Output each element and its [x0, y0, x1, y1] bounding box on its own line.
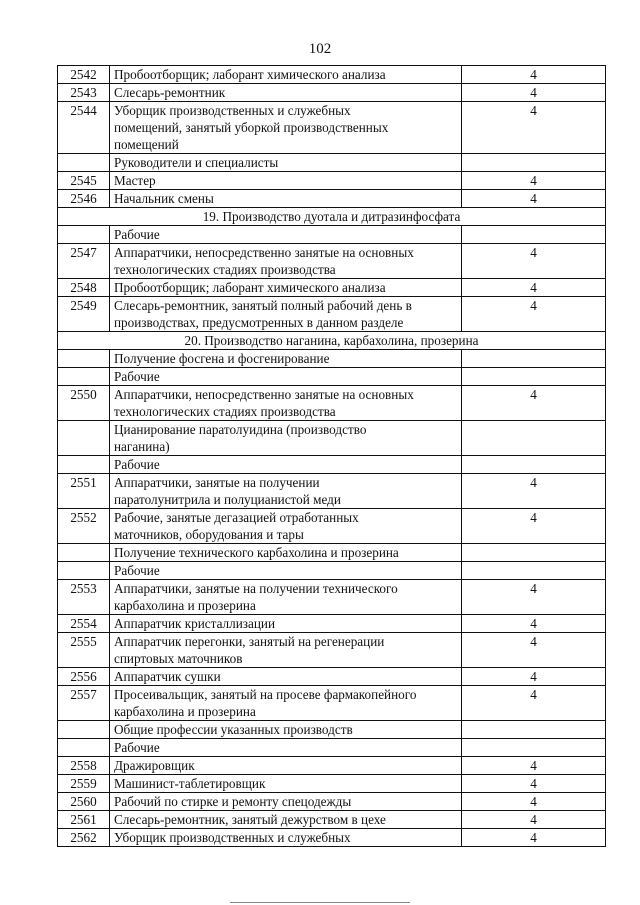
row-value: 4: [462, 474, 606, 509]
subheading-label: [110, 368, 462, 386]
table-row: [58, 793, 606, 811]
text-line: карбахолина и прозерина: [114, 704, 256, 719]
text-line: Уборщик производственных и служебных: [114, 103, 351, 118]
subheading-label: [110, 350, 462, 368]
text-line: Рабочие: [114, 227, 160, 242]
text-line: Пробоотборщик; лаборант химического анализа: [114, 67, 386, 82]
table-row: [58, 102, 606, 154]
row-number: [58, 154, 110, 172]
text-line: Рабочие: [114, 740, 160, 755]
table-row: [58, 829, 606, 847]
text-line: Слесарь-ремонтник, занятый полный рабочий день в: [114, 298, 412, 313]
row-value: 4: [462, 580, 606, 615]
profession-name: [110, 509, 462, 544]
text-line: Дражировщик: [114, 758, 195, 773]
row-number: 2552: [58, 509, 110, 544]
profession-name: [110, 668, 462, 686]
text-line: Рабочие: [114, 369, 160, 384]
row-value: [462, 421, 606, 456]
text-line: Аппаратчик кристаллизации: [114, 616, 276, 631]
row-number: 2560: [58, 793, 110, 811]
subheading-row: [58, 721, 606, 739]
text-line: Получение технического карбахолина и прозерина: [114, 545, 399, 560]
row-number: 2544: [58, 102, 110, 154]
text-line: карбахолина и прозерина: [114, 598, 256, 613]
row-value: 4: [462, 633, 606, 668]
text-line: Получение фосгена и фосгенирование: [114, 351, 330, 366]
page-edge-line: [230, 902, 410, 903]
text-line: Рабочие, занятые дегазацией отработанных: [114, 510, 359, 525]
row-value: 4: [462, 386, 606, 421]
row-number: [58, 721, 110, 739]
text-line: спиртовых маточников: [114, 651, 243, 666]
row-value: 4: [462, 668, 606, 686]
subheading-label: [110, 226, 462, 244]
row-value: 4: [462, 190, 606, 208]
text-line: Руководители и специалисты: [114, 155, 279, 170]
row-number: 2550: [58, 386, 110, 421]
section-heading-row: [58, 332, 606, 350]
page-number: 102: [308, 41, 332, 57]
subheading-row: [58, 544, 606, 562]
table-row: [58, 686, 606, 721]
row-value: 4: [462, 172, 606, 190]
text-line: Машинист-таблетировщик: [114, 776, 266, 791]
row-value: [462, 456, 606, 474]
row-value: 4: [462, 615, 606, 633]
row-number: 2558: [58, 757, 110, 775]
text-line: Слесарь-ремонтник, занятый дежурством в цехе: [114, 812, 386, 827]
row-number: 2561: [58, 811, 110, 829]
table-row: [58, 297, 606, 332]
row-value: 4: [462, 244, 606, 279]
text-line: паратолунитрила и полуцианистой меди: [114, 492, 341, 507]
table-row: [58, 386, 606, 421]
row-number: 2559: [58, 775, 110, 793]
table-row: [58, 633, 606, 668]
row-number: 2553: [58, 580, 110, 615]
text-line: производствах, предусмотренных в данном разделе: [114, 315, 404, 330]
subheading-label: [110, 721, 462, 739]
row-value: [462, 544, 606, 562]
row-number: 2562: [58, 829, 110, 847]
profession-name: [110, 633, 462, 668]
text-line: технологических стадиях производства: [114, 262, 336, 277]
row-number: 2551: [58, 474, 110, 509]
subheading-row: [58, 421, 606, 456]
row-value: 4: [462, 102, 606, 154]
table-row: [58, 509, 606, 544]
profession-name: [110, 580, 462, 615]
text-line: Цианирование паратолуидина (производство: [114, 422, 367, 437]
row-number: 2557: [58, 686, 110, 721]
subheading-row: [58, 154, 606, 172]
text-line: Уборщик производственных и служебных: [114, 830, 351, 845]
table-row: [58, 668, 606, 686]
subheading-row: [58, 562, 606, 580]
profession-name: [110, 686, 462, 721]
table-row: [58, 66, 606, 84]
text-line: Общие профессии указанных производств: [114, 722, 353, 737]
subheading-label: [110, 739, 462, 757]
row-number: [58, 562, 110, 580]
text-line: Рабочие: [114, 457, 160, 472]
profession-name: [110, 829, 462, 847]
subheading-row: [58, 226, 606, 244]
profession-name: [110, 190, 462, 208]
text-line: Аппаратчики, занятые на получении технического: [114, 581, 398, 596]
table-body: [58, 66, 606, 847]
table-row: [58, 190, 606, 208]
row-number: 2545: [58, 172, 110, 190]
row-value: 4: [462, 84, 606, 102]
row-value: 4: [462, 811, 606, 829]
profession-name: [110, 811, 462, 829]
subheading-row: [58, 456, 606, 474]
subheading-row: [58, 368, 606, 386]
subheading-label: [110, 544, 462, 562]
table-row: [58, 172, 606, 190]
section-title: 19. Производство дуотала и дитразинфосфата: [58, 208, 606, 226]
row-number: [58, 350, 110, 368]
row-value: 4: [462, 279, 606, 297]
row-number: 2547: [58, 244, 110, 279]
row-value: [462, 739, 606, 757]
row-value: [462, 226, 606, 244]
section-heading-row: [58, 208, 606, 226]
row-number: 2549: [58, 297, 110, 332]
text-line: Рабочие: [114, 563, 160, 578]
professions-table: [57, 65, 606, 847]
row-value: 4: [462, 757, 606, 775]
table-row: [58, 580, 606, 615]
row-value: [462, 154, 606, 172]
text-line: Слесарь-ремонтник: [114, 85, 226, 100]
text-line: Пробоотборщик; лаборант химического анализа: [114, 280, 386, 295]
table-row: [58, 84, 606, 102]
row-value: 4: [462, 793, 606, 811]
subheading-row: [58, 350, 606, 368]
table-row: [58, 244, 606, 279]
row-number: [58, 739, 110, 757]
profession-name: [110, 172, 462, 190]
row-number: [58, 421, 110, 456]
row-number: 2542: [58, 66, 110, 84]
profession-name: [110, 279, 462, 297]
row-value: 4: [462, 66, 606, 84]
row-value: 4: [462, 686, 606, 721]
profession-name: [110, 775, 462, 793]
profession-name: [110, 386, 462, 421]
text-line: наганина): [114, 439, 170, 454]
text-line: технологических стадиях производства: [114, 404, 336, 419]
row-value: 4: [462, 829, 606, 847]
row-number: 2555: [58, 633, 110, 668]
row-number: 2543: [58, 84, 110, 102]
section-title: 20. Производство наганина, карбахолина, прозерина: [58, 332, 606, 350]
row-value: [462, 350, 606, 368]
row-number: [58, 368, 110, 386]
row-value: 4: [462, 297, 606, 332]
row-number: 2546: [58, 190, 110, 208]
text-line: Аппаратчик перегонки, занятый на регенерации: [114, 634, 385, 649]
text-line: помещений, занятый уборкой производственных: [114, 120, 389, 135]
profession-name: [110, 757, 462, 775]
row-number: 2554: [58, 615, 110, 633]
row-number: [58, 544, 110, 562]
text-line: Аппаратчики, занятые на получении: [114, 475, 320, 490]
text-line: Рабочий по стирке и ремонту спецодежды: [114, 794, 352, 809]
text-line: помещений: [114, 137, 179, 152]
subheading-label: [110, 154, 462, 172]
row-number: [58, 226, 110, 244]
subheading-label: [110, 421, 462, 456]
subheading-row: [58, 739, 606, 757]
profession-name: [110, 84, 462, 102]
text-line: Мастер: [114, 173, 156, 188]
table-row: [58, 615, 606, 633]
subheading-label: [110, 562, 462, 580]
text-line: Аппаратчик сушки: [114, 669, 221, 684]
row-value: [462, 562, 606, 580]
text-line: Аппаратчики, непосредственно занятые на основных: [114, 245, 414, 260]
row-number: 2556: [58, 668, 110, 686]
profession-name: [110, 102, 462, 154]
text-line: Просеивальщик, занятый на просеве фармакопейного: [114, 687, 417, 702]
table-row: [58, 279, 606, 297]
table-row: [58, 775, 606, 793]
profession-name: [110, 474, 462, 509]
table-row: [58, 811, 606, 829]
text-line: Начальник смены: [114, 191, 214, 206]
row-value: 4: [462, 775, 606, 793]
profession-name: [110, 297, 462, 332]
row-value: [462, 368, 606, 386]
row-number: [58, 456, 110, 474]
profession-name: [110, 244, 462, 279]
profession-name: [110, 793, 462, 811]
text-line: Аппаратчики, непосредственно занятые на основных: [114, 387, 414, 402]
row-number: 2548: [58, 279, 110, 297]
profession-name: [110, 66, 462, 84]
profession-name: [110, 615, 462, 633]
subheading-label: [110, 456, 462, 474]
text-line: маточников, оборудования и тары: [114, 527, 304, 542]
row-value: 4: [462, 509, 606, 544]
row-value: [462, 721, 606, 739]
table-row: [58, 474, 606, 509]
table-row: [58, 757, 606, 775]
